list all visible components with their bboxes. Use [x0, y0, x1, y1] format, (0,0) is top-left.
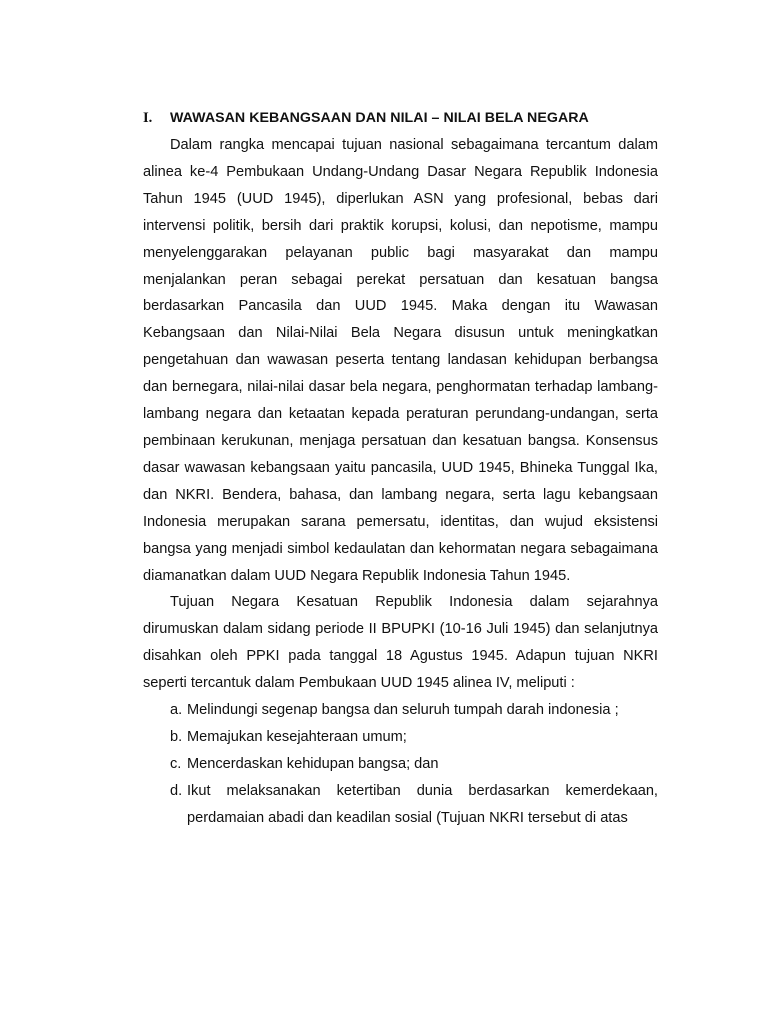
list-marker: d.: [170, 782, 183, 799]
goals-list: [143, 697, 658, 832]
section-heading: [143, 104, 658, 132]
list-marker: b.: [170, 728, 183, 745]
section-title: WAWASAN KEBANGSAAN DAN NILAI – NILAI BELA NEGARA: [170, 110, 589, 126]
list-item: [170, 697, 658, 724]
list-item-text: Mencerdaskan kehidupan bangsa; dan: [187, 755, 439, 772]
list-item: [170, 751, 658, 778]
document-body: [143, 104, 658, 832]
section-number: I.: [143, 110, 153, 126]
list-marker: a.: [170, 702, 183, 719]
list-item-text: Melindungi segenap bangsa dan seluruh tumpah darah indonesia ;: [187, 702, 619, 719]
list-item-text: Ikut melaksanakan ketertiban dunia berdasarkan kemerdekaan, perdamaian abadi dan keadilan sosial (Tujuan NKRI tersebut di atas: [187, 782, 658, 826]
list-marker: c.: [170, 755, 182, 772]
list-item: [170, 778, 658, 832]
list-item: [170, 724, 658, 751]
paragraph-goals: Tujuan Negara Kesatuan Republik Indonesia dalam sejarahnya dirumuskan dalam sidang periode II BPUPKI (10-16 Juli 1945) dan selanjutnya disahkan oleh PPKI pada tanggal 18 Agustus 1945. Adapun tujuan NKRI seperti tercantuk dalam Pembukaan UUD 1945 alinea IV, meliputi :: [143, 594, 658, 692]
list-item-text: Memajukan kesejahteraan umum;: [187, 728, 407, 745]
paragraph-intro: Dalam rangka mencapai tujuan nasional sebagaimana tercantum dalam alinea ke-4 Pembukaan Undang-Undang Dasar Negara Republik Indonesia Tahun 1945 (UUD 1945), diperlukan ASN yang profesional, bebas dari intervensi politik, bersih dari praktik korupsi, kolusi, dan nepotisme, mampu menyelenggarakan pelayanan public bagi masyarakat dan mampu menjalankan peran sebagai perekat persatuan dan kesatuan bangsa berdasarkan Pancasila dan UUD 1945. Maka dengan itu Wawasan Kebangsaan dan Nilai-Nilai Bela Negara disusun untuk meningkatkan pengetahuan dan wawasan peserta tentang landasan kehidupan berbangsa dan bernegara, nilai-nilai dasar bela negara, penghormatan terhadap lambang-lambang negara dan ketaatan kepada peraturan perundang-undangan, serta pembinaan kerukunan, menjaga persatuan dan kesatuan bangsa. Konsensus dasar wawasan kebangsaan yaitu pancasila, UUD 1945, Bhineka Tunggal Ika, dan NKRI. Bendera, bahasa, dan lambang negara, serta lagu kebangsaan Indonesia merupakan sarana pemersatu, identitas, dan wujud eksistensi bangsa yang menjadi simbol kedaulatan dan kehormatan negara sebagaimana diamanatkan dalam UUD Negara Republik Indonesia Tahun 1945.: [143, 137, 658, 584]
